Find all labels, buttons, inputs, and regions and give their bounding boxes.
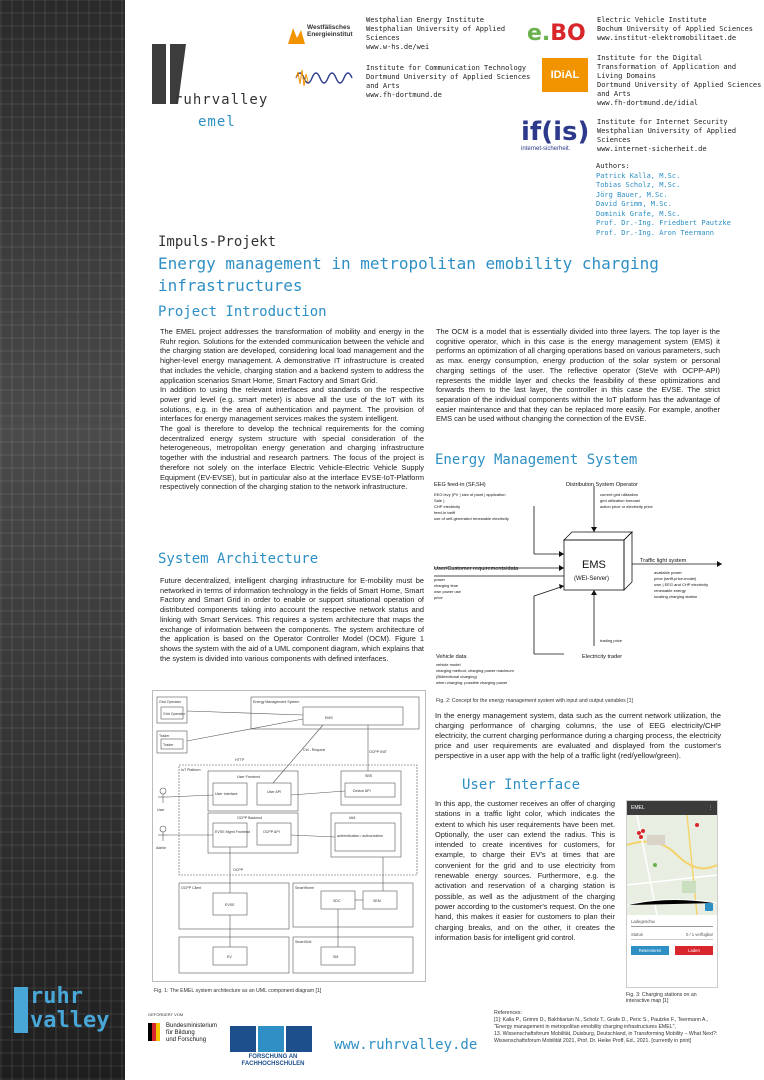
map-view[interactable] <box>627 815 717 915</box>
bmbf-line: und Forschung <box>166 1037 207 1043</box>
fig3-caption <box>626 992 697 1004</box>
ifis-logo-sub: internet-sicherheit. <box>521 146 571 152</box>
authors-block <box>596 162 731 238</box>
ems-eeg-item: EEG levy (PV | size of plant | application <box>434 492 506 497</box>
ems-dist-item: grid utilization forecast <box>600 498 640 503</box>
fhf-tile-icon <box>258 1026 284 1052</box>
fhf-tiles <box>230 1026 316 1052</box>
ocm-paragraph: The OCM is a model that is essentially divided into three layers. The top layer is the cognitive operator, which in this case is the energy management system (EMS) it performs an optimization of all charging operations based on various parameters, such as max. energy consumption, energy production of the solar system or personal charging settings of the user. The reflective operator (SteVe with OCPP-API) represents the middle layer and checks the feasibility of these optimizations and forwards them to the last layer, the controller in this case the EVSE. The strict separation of the individual components within the IoT platform has the advantage of easier maintenance and that they can be replaced more easily. For example, another EMS can be used without changing the connection of the EVSE. <box>436 327 720 424</box>
idial-logo: IDiAL <box>542 58 588 92</box>
uml-component-diagram <box>152 690 426 982</box>
uml-label: OCPP INIT <box>369 750 387 754</box>
institute-ikt <box>366 64 530 100</box>
ebo-logo <box>527 22 589 48</box>
ebo-logo-text: e.BO <box>527 21 586 46</box>
authors-label: Authors: <box>596 162 630 170</box>
side-logo <box>14 985 109 1033</box>
uml-label: OCPP Client <box>181 886 202 890</box>
ems-user-item: power <box>434 577 445 582</box>
uml-label: SBS <box>365 774 373 778</box>
inst-url[interactable]: www.w-hs.de/wei <box>366 43 430 51</box>
ems-center-label: EMS <box>582 559 606 571</box>
fhf-tile-icon <box>286 1026 312 1052</box>
ems-vehicle-title: Vehicle data <box>436 654 467 660</box>
ems-user-item: own power use <box>434 589 461 594</box>
ikt-logo <box>294 64 358 92</box>
ems-user-title: User/Customer requirements/data <box>434 566 519 572</box>
institute-idial <box>597 54 761 108</box>
uml-label: SDC <box>333 899 341 903</box>
ems-trader-title: Electricity trader <box>582 654 623 660</box>
reference-line: "Energy management in metropolitan emobility charging infrastructures EMEL", <box>494 1024 676 1030</box>
reserve-button[interactable]: Reservieren <box>631 946 669 955</box>
uml-label: Ctrl - Request <box>303 748 326 752</box>
uml-label: EVSE Mgmt Frontend <box>215 830 250 834</box>
inst-url[interactable]: www.internet-sicherheit.de <box>597 145 707 153</box>
fig3-caption-line1: Fig. 3: Charging stations on an <box>626 992 697 998</box>
bmbf-line: Bundesministerium <box>166 1023 218 1029</box>
ems-user-item: charging time <box>434 583 459 588</box>
uml-label: HTTP <box>235 758 245 762</box>
poster-title: Energy management in metropolitan emobility charging infrastructures <box>158 254 659 295</box>
inst-line: Electric Vehicle Institute <box>597 16 707 24</box>
inst-line: Sciences <box>597 136 631 144</box>
fhf-tile-icon <box>230 1026 256 1052</box>
inst-url[interactable]: www.fh-dortmund.de/idial <box>597 99 699 107</box>
uml-label: Energy Management System <box>253 700 300 704</box>
app-header <box>627 801 717 815</box>
inst-line: Sciences <box>366 34 400 42</box>
inst-url[interactable]: www.fh-dortmund.de <box>366 91 442 99</box>
side-logo-line2: valley <box>30 1008 110 1033</box>
ems-concept-diagram <box>434 476 724 696</box>
inst-line: and Arts <box>366 82 400 90</box>
ems-eeg-title: EEG feed-in (SF,SH) <box>434 482 486 488</box>
ems-eeg-item: CHP electricity <box>434 504 461 509</box>
inst-line: Institute for the Digital <box>597 54 703 62</box>
ui-heading: User Interface <box>462 777 581 793</box>
inst-line: Living Domains <box>597 72 657 80</box>
inst-line: Transformation of Application and <box>597 63 737 71</box>
uml-label: SM <box>333 955 339 959</box>
main-logo-line2: emel <box>198 114 236 130</box>
uml-label: Device API <box>353 789 371 793</box>
inst-line: Westphalian University of Applied <box>366 25 506 33</box>
institute-ebo <box>597 16 753 43</box>
ems-vehicle-item: vehicle model <box>436 662 461 667</box>
uml-label: EV <box>227 955 232 959</box>
uml-diagram-svg <box>153 691 425 981</box>
ems-vehicle-item: (Bidirectional charging) <box>436 674 477 679</box>
author-name: Prof. Dr.-Ing. Aron Teermann <box>596 228 715 237</box>
side-logo-line1: ruhr <box>30 984 83 1009</box>
ui-paragraph: In this app, the customer receives an offer of charging stations in a traffic light color, which indicates the extent to which his user requirements have been met. Optionally, the user can extend the radius. This is intended to create incentives for customers, for example, to charge their EV's at times that are convenient for the grid and to use electricity from renewable energy sources. Furthermore, e.g. the activation and reservation of a charging station is possible, as well as the adjustment of the charging power according to the customer's request. On the one hand, this makes it easier for customers to plan their charging breaks, and on the other, it creates the information basis for intelligent grid control. <box>435 799 615 942</box>
uml-label: OCPP Backend <box>237 816 263 820</box>
ems-dist-item: action price or electricity price <box>600 504 653 509</box>
ems-dist-title: Distribution System Operator <box>566 482 638 488</box>
fhf-logo <box>230 1026 316 1076</box>
intro-text <box>160 327 424 492</box>
inst-url[interactable]: www.institut-elektromobilitaet.de <box>597 34 737 42</box>
ruhrvalley-emel-logo <box>152 44 269 130</box>
wei-flame-icon <box>285 24 307 46</box>
uml-label: Grid Operator <box>159 700 181 704</box>
ems-vehicle-item: charging method, charging power maximum <box>436 668 514 673</box>
ifis-logo <box>521 118 593 156</box>
uml-label: OCPP <box>233 868 244 872</box>
app-form <box>627 915 717 959</box>
institute-wei <box>366 16 505 52</box>
institute-ifis <box>597 118 736 154</box>
ems-eeg-item: feed-in tariff <box>434 510 456 515</box>
ems-heading: Energy Management System <box>435 452 638 468</box>
fig2-caption: Fig. 2: Concept for the energy management system with input and output variables [1] <box>436 698 633 704</box>
author-name: Tobias Scholz, M.Sc. <box>596 181 681 189</box>
ems-eeg-item: Sale ) <box>434 498 445 503</box>
uml-label: User Frontend <box>237 775 260 779</box>
uml-label: User Interface <box>215 792 238 796</box>
author-name: Dominik Grafe, M.Sc. <box>596 209 681 218</box>
ems-center-sublabel: (WEI-Server) <box>574 576 609 582</box>
uml-label: User <box>157 808 165 812</box>
reference-line: 13. Wissenschaftsforum Mobilität, Duisburg, Deutschland, in Transforming Mobility – What Next?: <box>494 1031 718 1037</box>
intro-paragraph-3: The goal is therefore to develop the technical requirements for the coming decentralized energy system structure with special consideration of the heterogeneous, metropolitan energy generation and charging infrastructure together with the industrial and research partners. The focus of the project is therefore not solely on the interface Electric Vehicle-Electric Vehicle Supply Equipment (EV-EVSE), but in particular also at the interface EVSE-IoT-Platform respectively connection of the charging station to the network infrastructure. <box>160 424 424 492</box>
status-value: 0 / 1 verfügbar <box>685 932 713 937</box>
reference-line: [1]: Kalla P., Grimm D., Bakhtiarian N., Scholz T., Grafe D., Peric S., Pautzke F., Teermann A., <box>494 1017 709 1023</box>
ems-eeg-item: use of self-generated renewable electricity <box>434 516 509 521</box>
left-decorative-band <box>0 0 125 1080</box>
fig1-caption: Fig. 1: The EMEL system architecture as an UML component diagram [1] <box>154 988 322 994</box>
author-name: Patrick Kalla, M.Sc. <box>596 171 681 180</box>
footer-url[interactable]: www.ruhrvalley.de <box>334 1037 478 1053</box>
ems-vehicle-item: when charging: possible charging power <box>436 680 508 685</box>
uml-label: EVSE <box>225 903 235 907</box>
references <box>494 1010 717 1045</box>
ems-traffic-item: available power <box>654 570 682 575</box>
fig3-caption-line2: interactive map [1] <box>626 998 669 1004</box>
intro-paragraph-1: The EMEL project addresses the transformation of mobility and energy in the Ruhr region. Solutions for the extended communication between the vehicle and the charging station are developed, considering local load management and the higher-level energy management. A demonstrative IT infrastructure is created that includes the vehicle, charging station and a backend system to address the application scenarios Smart Home, Smart Factory and Smart Grid. <box>160 327 424 385</box>
uml-label: SEM <box>373 899 381 903</box>
inst-line: and Arts <box>597 90 631 98</box>
funder-label: GEFÖRDERT VOM <box>148 1012 184 1017</box>
reference-line: References: <box>494 1010 522 1016</box>
app-buttons <box>631 946 713 955</box>
inst-line: Bochum University of Applied Sciences <box>597 25 753 33</box>
funder-block <box>148 1012 217 1044</box>
fhf-text <box>230 1054 316 1068</box>
speed-field[interactable]: Ladegeschw. <box>631 919 713 927</box>
status-label: Status <box>631 932 643 937</box>
arch-paragraph: Future decentralized, intelligent charging infrastructure for E-mobility must be networked in terms of information technology in the fields of Smart Home, Smart Factory and Smart Grid in order to enable or support situational operation of distributed components taking into account the respective network status and linking with Smart Services. This requires a system architecture that maps the exchange of information between the components. The system architecture of the application is based on the Operator Controller Model (OCM). Figure 1 shows the system with the aid of a UML component diagram, which explains that the system is divided into various components with defined interfaces. <box>160 576 424 663</box>
uml-label: SmartGrid <box>295 940 312 944</box>
inst-line: Dortmund University of Applied Sciences <box>366 73 531 81</box>
app-title: EMEL <box>631 805 645 811</box>
wei-logo-text: Westfälisches Energieinstitut <box>307 24 353 38</box>
inst-line: Dortmund University of Applied Sciences <box>597 81 762 89</box>
fhf-line: FORSCHUNG AN <box>248 1054 298 1060</box>
uml-label: Trader <box>163 743 174 747</box>
arch-heading: System Architecture <box>158 551 319 567</box>
ifis-logo-text: if(is) <box>521 117 590 147</box>
uml-label: Trader <box>159 734 170 738</box>
ems-trader-in: trading price <box>600 638 623 643</box>
app-screenshot <box>626 800 718 988</box>
inst-line: Institute for Communication Technology <box>366 64 527 72</box>
ems-traffic-item: own | EEG and CHP electricity <box>654 582 709 587</box>
ikt-wave-icon <box>294 64 358 92</box>
uml-label: IAM <box>349 816 356 820</box>
charge-button[interactable]: Laden <box>675 946 713 955</box>
author-name: Prof. Dr.-Ing. Friedbert Pautzke <box>596 219 731 227</box>
bmbf-line: für Bildung <box>166 1030 195 1036</box>
author-name: David Grimm, M.Sc. <box>596 200 672 208</box>
ems-traffic-item: price (tariff-price-model) <box>654 576 697 581</box>
uml-label: Admin <box>156 846 167 850</box>
fhf-line: FACHHOCHSCHULEN <box>241 1061 305 1067</box>
uml-label: EMS <box>325 716 333 720</box>
wei-logo <box>285 22 359 50</box>
status-row <box>631 932 713 940</box>
uml-label: OCPP API <box>263 830 280 834</box>
reference-line: Wissenschaftsforum Mobilität 2021, Prof. Dr. Heike Proff, Ed., 2021. [currently in print] <box>494 1038 692 1044</box>
inst-line: Westphalian Energy Institute <box>366 16 485 24</box>
bmbf-logo <box>148 1023 217 1044</box>
ems-dist-item: current grid utilization <box>600 492 639 497</box>
uml-label: SmartHome <box>295 886 315 890</box>
locate-icon[interactable] <box>705 903 713 911</box>
ems-traffic-item: renewable energy <box>654 588 686 593</box>
ems-traffic-item: locating charging station <box>654 594 698 599</box>
inst-line: Institute for Internet Security <box>597 118 728 126</box>
menu-icon[interactable]: ⋮ <box>708 805 713 811</box>
ems-diagram-svg <box>434 476 724 696</box>
ems-paragraph: In the energy management system, data such as the current network utilization, the charging performance of charging columns, the use of EEG electricity/CHP electricity, the current charging performance during a charging process, the electricity price and user requirements are evaluated and displayed from the customer's perspective in a user app with the help of a traffic light (red/yellow/green). <box>435 711 721 760</box>
uml-label: authentication / authorization <box>337 834 383 838</box>
eagle-icon <box>148 1023 162 1041</box>
uml-label: User API <box>267 790 282 794</box>
map-svg <box>627 815 717 915</box>
author-name: Jörg Bauer, M.Sc. <box>596 190 668 199</box>
uml-label: IoT Platform <box>181 768 201 772</box>
intro-heading: Project Introduction <box>158 304 327 320</box>
intro-paragraph-2: In addition to using the relevant interfaces and standards on the respective power grid level (e.g. smart meter) is above all the use of the IoT with its solutions, e.g. in the area of authentication and payment. The provision of interfaces for energy management services makes the system intelligent. <box>160 385 424 424</box>
inst-line: Westphalian University of Applied <box>597 127 737 135</box>
ems-traffic-title: Traffic light system <box>640 558 687 564</box>
poster-kicker: Impuls-Projekt <box>158 234 277 250</box>
main-logo-line1: ruhrvalley <box>174 92 269 108</box>
uml-label: Grid Operator <box>163 712 185 716</box>
ems-user-item: price <box>434 595 443 600</box>
